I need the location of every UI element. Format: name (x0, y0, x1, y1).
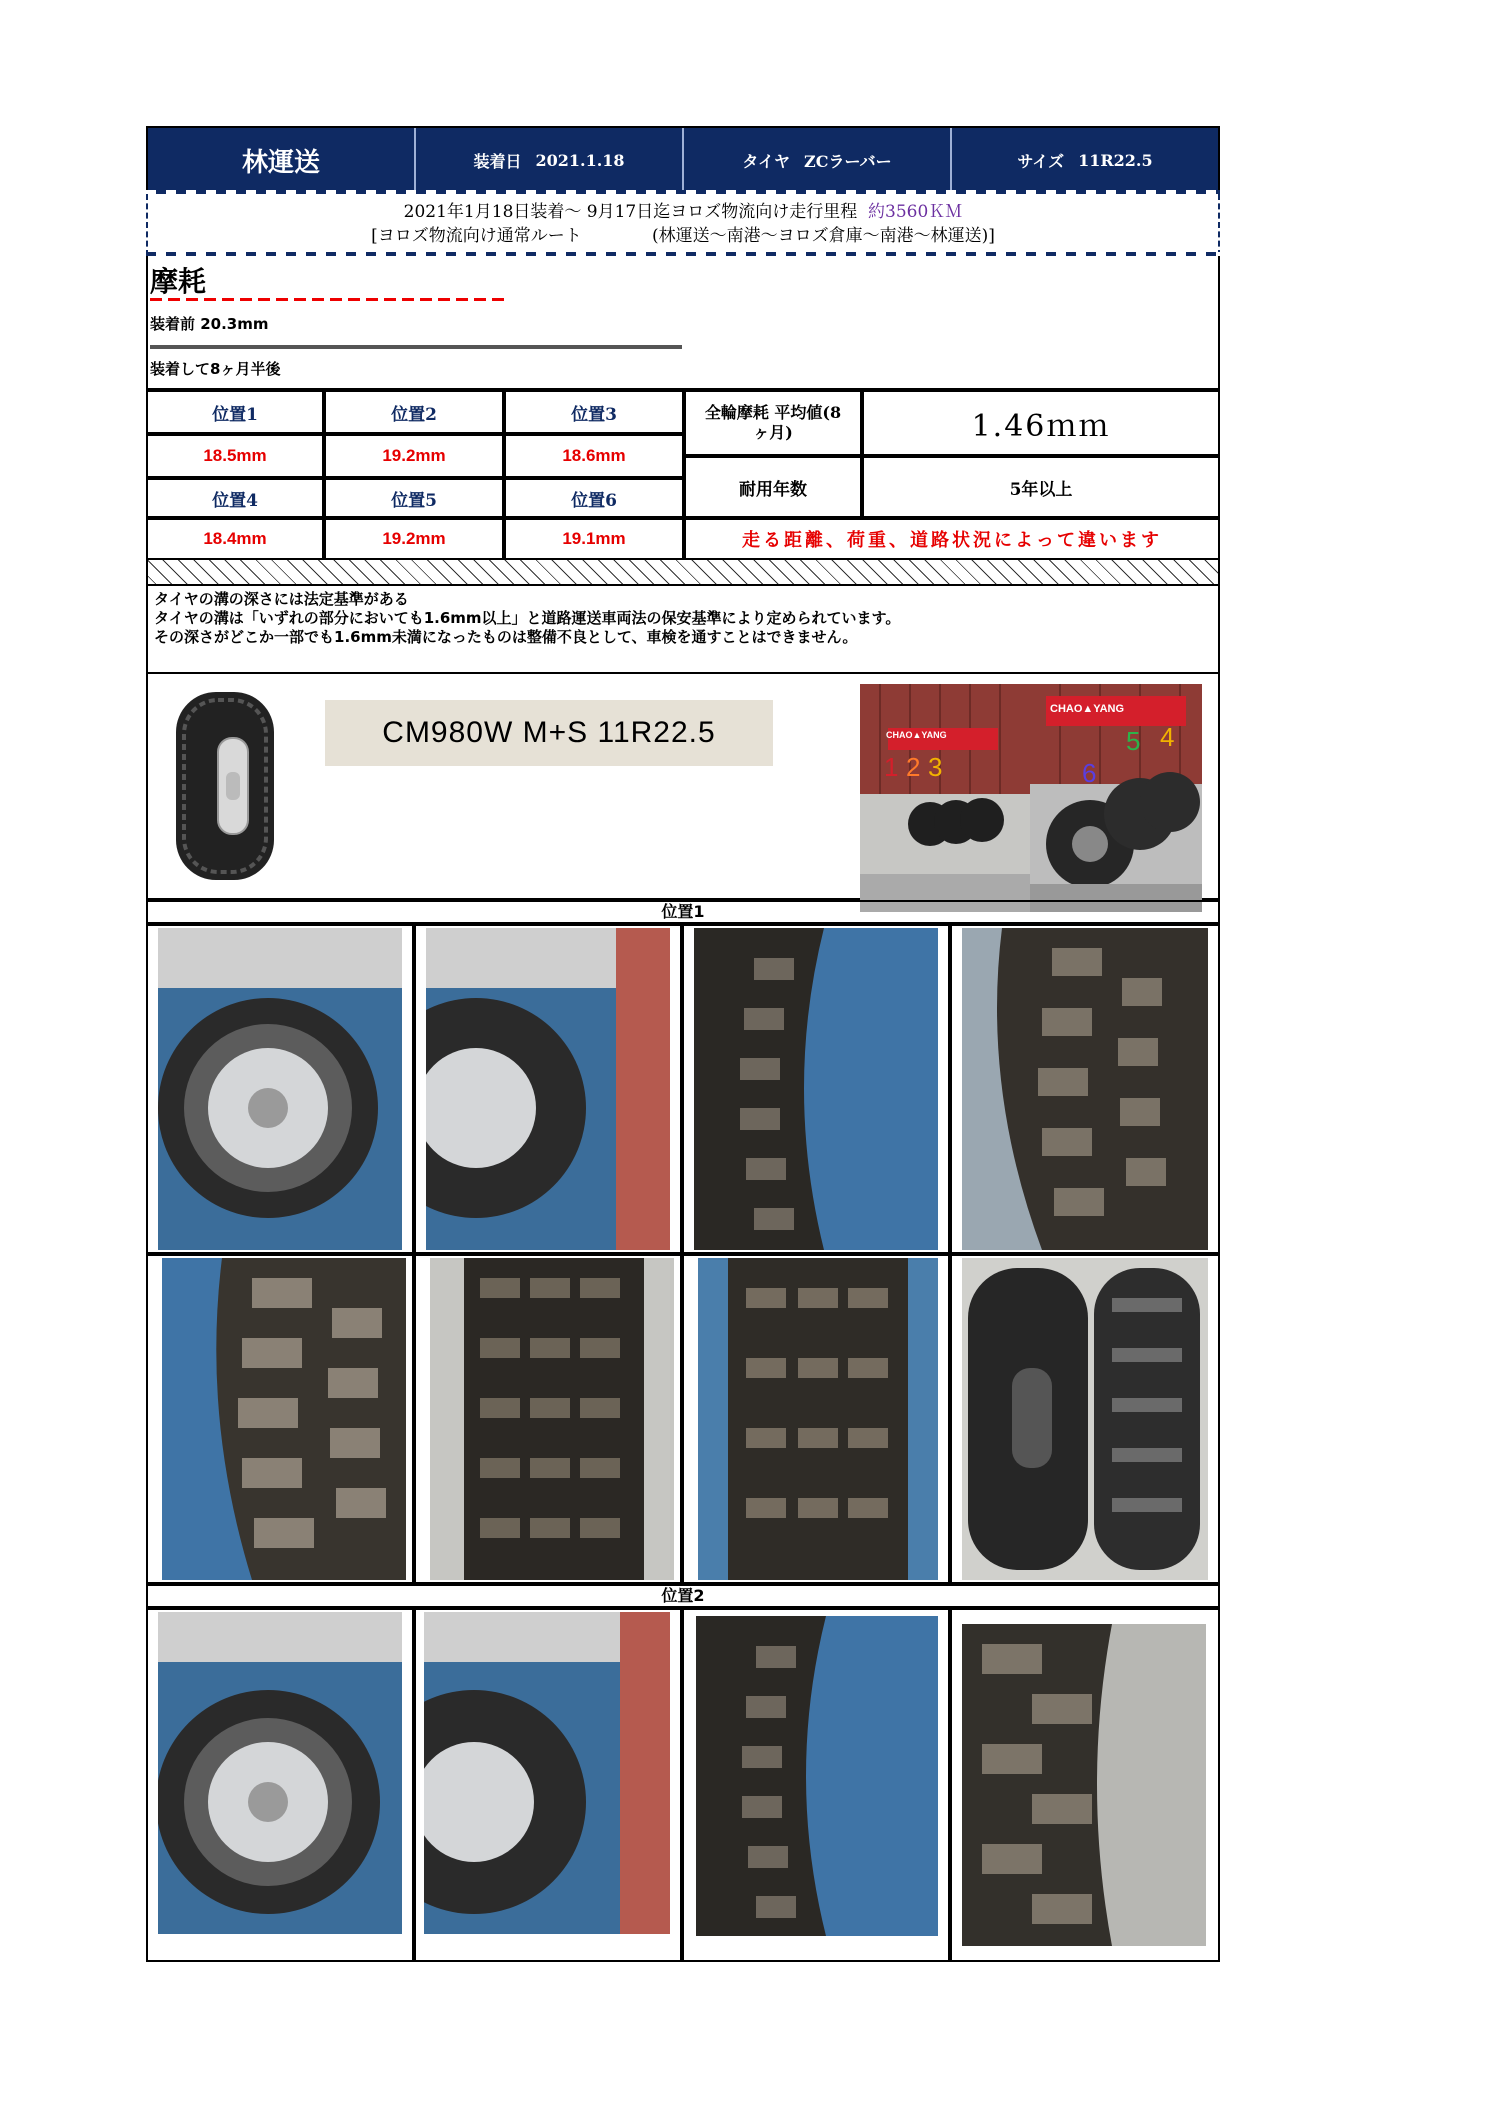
tread-photo (696, 1616, 938, 1936)
size-value: 11R22.5 (1078, 150, 1153, 170)
route-line1: 2021年1月18日装着～ 9月17日迄ヨロズ物流向け走行里程 (403, 202, 858, 222)
before-depth: 装着前 20.3mm (150, 315, 269, 333)
life-value: 5年以上 (862, 456, 1220, 518)
wear-underline (150, 298, 506, 301)
life-label: 耐用年数 (684, 456, 862, 518)
avg-value: 1.46ｍｍ (862, 390, 1220, 456)
pos-value: 18.4mm (146, 518, 324, 560)
company-name: 林運送 (148, 128, 416, 192)
wear-section (146, 256, 1220, 390)
after-label: 装着して8ヶ月半後 (150, 360, 281, 378)
law-line: その深さがどこか一部でも1.6mm未満になったものは整備不良として、車検を通すことはできません。 (154, 628, 858, 646)
avg-label: 全輪摩耗 平均値(8ヶ月) (684, 390, 862, 456)
tread-photo (694, 928, 938, 1250)
section-position2-title: 位置2 (146, 1584, 1220, 1608)
divider (150, 345, 682, 349)
wheel-photo (158, 928, 402, 1250)
route-distance: 約3560ＫＭ (868, 202, 963, 222)
pos-value: 18.5mm (146, 434, 324, 478)
pos-label: 位置2 (324, 390, 504, 434)
position-number: 5 (1126, 726, 1141, 756)
pos-label: 位置1 (146, 390, 324, 434)
wheel-photo (426, 928, 670, 1250)
brand-banner: CHAO▲YANG (886, 730, 947, 740)
install-date: 2021.1.18 (535, 150, 625, 170)
pos-label: 位置6 (504, 478, 684, 518)
position-number: 6 (1082, 758, 1097, 788)
law-line: タイヤの溝の深さには法定基準がある (154, 590, 409, 608)
header-bar (146, 126, 1220, 194)
tire-product-image (170, 688, 280, 884)
tread-photo (430, 1258, 674, 1580)
size-label: サイズ (1017, 151, 1065, 171)
wheel-photo (424, 1612, 670, 1934)
position-number: 4 (1160, 722, 1175, 752)
truck-photo-right (1030, 684, 1202, 912)
tread-photo (962, 1258, 1208, 1580)
tread-photo (698, 1258, 938, 1580)
position-number: 1 (884, 752, 899, 782)
install-label: 装着日 (473, 151, 522, 171)
route-line2-left: [ヨロズ物流向け通常ルート (371, 226, 582, 246)
size-cell (952, 128, 1218, 192)
truck-photo-left (860, 684, 1030, 912)
route-line2-right: (林運送～南港～ヨロズ倉庫～南港～林運送)] (651, 226, 995, 246)
condition-note: 走る距離、荷重、道路状況によって違います (684, 518, 1220, 560)
tread-photo (162, 1258, 406, 1580)
pos-value: 19.2mm (324, 518, 504, 560)
wheel-photo (158, 1612, 402, 1934)
route-info (146, 194, 1220, 256)
tread-photo (962, 928, 1208, 1250)
tread-photo (962, 1624, 1206, 1946)
position-number: 2 (906, 752, 921, 782)
pos-value: 19.2mm (324, 434, 504, 478)
pos-label: 位置4 (146, 478, 324, 518)
brand-banner: CHAO▲YANG (1050, 703, 1125, 715)
tire-value: ZCラーバー (804, 151, 892, 171)
tire-label: タイヤ (742, 151, 791, 171)
wear-title: 摩耗 (150, 265, 207, 298)
hatched-divider (146, 558, 1220, 586)
position-number: 3 (928, 752, 943, 782)
pos-label: 位置5 (324, 478, 504, 518)
section-position1-title: 位置1 (146, 900, 1220, 924)
pos-value: 19.1mm (504, 518, 684, 560)
model-label: CM980W M+S 11R22.5 (325, 700, 773, 766)
law-line: タイヤの溝は「いずれの部分においても1.6mm以上」と道路運送車両法の保安基準により定められています。 (154, 609, 901, 627)
tire-cell (684, 128, 952, 192)
pos-label: 位置3 (504, 390, 684, 434)
install-date-cell (416, 128, 684, 192)
legal-note (146, 586, 1220, 674)
pos-value: 18.6mm (504, 434, 684, 478)
